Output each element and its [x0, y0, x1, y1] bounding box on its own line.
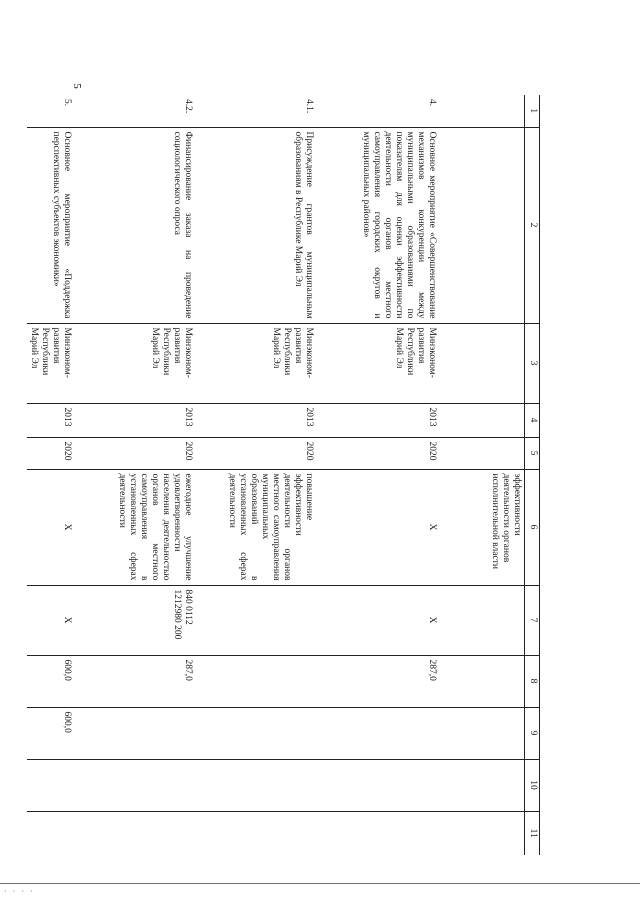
header-col-7: 7	[525, 585, 540, 655]
cell-executor	[439, 323, 525, 403]
cell-result: X	[27, 469, 74, 585]
cell-col9	[439, 707, 525, 759]
cell-col8	[195, 655, 316, 707]
cell-number: 4.1.	[304, 99, 314, 114]
cell-col8	[439, 655, 525, 707]
cell-executor: Минэконом-развития Республики Марий Эл	[74, 323, 195, 403]
cell-end-year	[439, 437, 525, 469]
cell-col10	[316, 759, 439, 811]
cell-number: 5.	[62, 99, 72, 107]
header-row	[525, 95, 540, 855]
header-col-9: 9	[525, 707, 540, 759]
cell-end-year: 2020	[195, 437, 316, 469]
program-table	[27, 95, 540, 855]
header-col-10: 10	[525, 759, 540, 811]
cell-number: 4.2.	[183, 99, 193, 114]
cell-name	[439, 127, 525, 323]
cell-name: Присуждение грантов муниципальным образованиям в Республике Марий Эл	[195, 127, 316, 323]
table-row	[316, 95, 439, 855]
cell-result: повышение эффективности деятельности органов местного самоуправления муниципальных образований в установленных сферах деятельности	[195, 469, 316, 585]
cell-start-year: 2013	[74, 403, 195, 437]
scan-edge-marks: · · · ·	[4, 887, 35, 896]
cell-col11	[439, 811, 525, 855]
rotated-table-container	[29, 95, 540, 855]
cell-col9	[195, 707, 316, 759]
header-col-8: 8	[525, 655, 540, 707]
cell-start-year	[439, 403, 525, 437]
cell-col9	[316, 707, 439, 759]
cell-col10	[439, 759, 525, 811]
cell-name: Финансирование заказа на проведение социологического опроса	[74, 127, 195, 323]
cell-name: Основное мероприятие «Поддержка перспективных субъектов экономики»	[27, 127, 74, 323]
cell-col8: 287,0	[74, 655, 195, 707]
cell-number	[439, 95, 525, 127]
cell-col11	[27, 811, 74, 855]
cell-code: 840 0112 1212980 200	[74, 585, 195, 655]
header-col-5: 5	[525, 437, 540, 469]
cell-number: 4.	[427, 99, 437, 107]
cell-result: ежегодное улучшение удовлетворенности населения деятельностью органов местного самоуправления в установленных сферах деятельности	[74, 469, 195, 585]
cell-end-year: 2020	[74, 437, 195, 469]
cell-code: X	[27, 585, 74, 655]
header-col-4: 4	[525, 403, 540, 437]
cell-name: Основное мероприятие «Совершенствование механизмов конкуренции между муниципальными образованиями по показателям для оценки эффективности деятельности органов местного самоуправления городских округов и муниципальных районов»	[316, 127, 439, 323]
table-row	[195, 95, 316, 855]
header-col-1: 1	[525, 95, 540, 127]
cell-executor: Минэконом-развития Республики Марий Эл	[27, 323, 74, 403]
cell-col8: 600,0	[27, 655, 74, 707]
header-col-2: 2	[525, 127, 540, 323]
cell-col10	[74, 759, 195, 811]
cell-end-year: 2020	[27, 437, 74, 469]
table-row	[439, 95, 525, 855]
table-row	[74, 95, 195, 855]
cell-col9	[74, 707, 195, 759]
cell-col11	[74, 811, 195, 855]
page-number: 5	[70, 83, 83, 89]
cell-executor: Минэконом-развития Республики Марий Эл	[195, 323, 316, 403]
cell-executor: Минэконом-развития Республики Марий Эл	[316, 323, 439, 403]
cell-start-year: 2013	[195, 403, 316, 437]
cell-code	[195, 585, 316, 655]
table-row	[27, 95, 74, 855]
cell-end-year: 2020	[316, 437, 439, 469]
cell-start-year: 2013	[27, 403, 74, 437]
cell-col8: 287,0	[316, 655, 439, 707]
cell-code	[439, 585, 525, 655]
header-col-6: 6	[525, 469, 540, 585]
cell-result: X	[316, 469, 439, 585]
header-col-11: 11	[525, 811, 540, 855]
cell-code: X	[316, 585, 439, 655]
cell-start-year: 2013	[316, 403, 439, 437]
cell-col11	[195, 811, 316, 855]
cell-col9: 600,0	[27, 707, 74, 759]
cell-col10	[27, 759, 74, 811]
cell-col10	[195, 759, 316, 811]
header-col-3: 3	[525, 323, 540, 403]
scan-edge-line	[0, 883, 640, 884]
cell-col11	[316, 811, 439, 855]
cell-result: эффективности деятельности органов исполнительной власти	[439, 469, 525, 585]
